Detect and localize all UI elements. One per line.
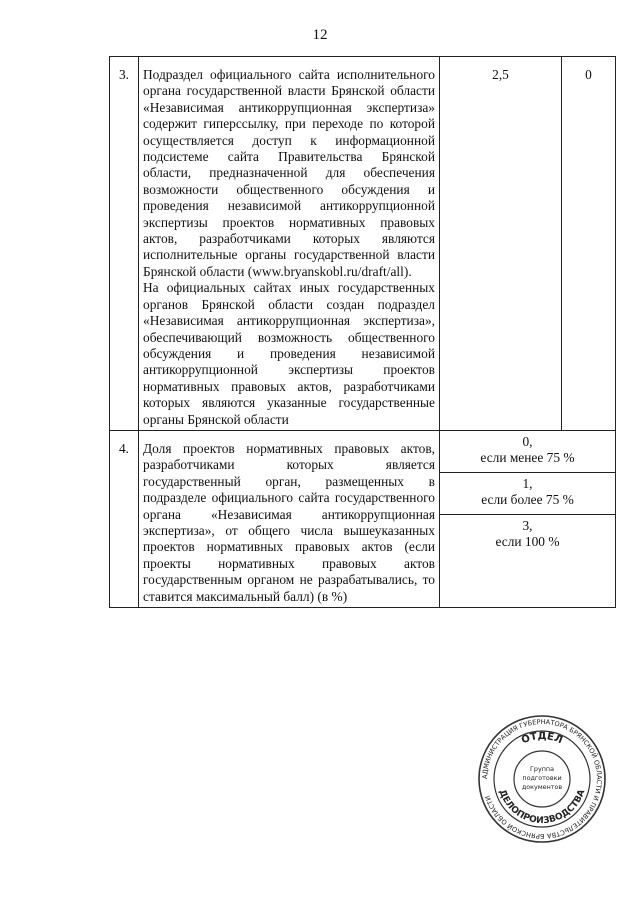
stamp-center-line: подготовки bbox=[522, 774, 562, 782]
score-cell: 2,5 bbox=[440, 57, 562, 431]
table-row bbox=[110, 430, 616, 607]
page-number: 12 bbox=[312, 27, 328, 43]
paragraph: На официальных сайтах иных государственных органов Брянской области создан подраздел «Независимая антикоррупционная экспертиза», обеспечивающий возможность общественного обсуждения и проведения независимой антикоррупционной экспертизы проектов нормативных правовых актов, разработчиками которых являются указанные государственные органы Брянской области bbox=[143, 280, 435, 427]
option-condition: если 100 % bbox=[495, 533, 560, 549]
stamp-ring-top: ОТДЕЛ bbox=[519, 730, 565, 747]
option-value: 1, bbox=[522, 475, 533, 491]
score-options bbox=[440, 430, 616, 607]
score-option bbox=[440, 473, 615, 515]
criterion-description bbox=[139, 430, 440, 607]
row-number: 4. bbox=[110, 430, 139, 607]
row-number: 3. bbox=[110, 57, 139, 431]
paragraph: Подраздел официального сайта исполнительного органа государственной власти Брянской области «Независимая антикоррупционная экспертиза» содержит гиперссылку, при переходе по которой осуществляется доступ к информационной подсистеме сайта Правительства Брянской области, предназначенной для обеспечения возможности общественного обсуждения и проведения независимой антикоррупционной экспертизы проектов нормативных правовых актов, разработчиками которых являются исполнительные органы государственной власти Брянской области (www.bryanskobl.ru/draft/all). bbox=[143, 67, 435, 279]
paragraph: Доля проектов нормативных правовых актов, разработчиками которых является государственный орган, размещенных в подразделе официального сайта государственного органа «Независимая антикоррупционная экспертиза», от общего числа вышеуказанных проектов нормативных правовых актов (если проекты нормативных правовых актов государственным органом не разрабатывались, то ставится максимальный балл) (в %) bbox=[143, 440, 435, 604]
stamp-center-line: документов bbox=[521, 783, 563, 791]
criteria-table bbox=[109, 56, 616, 608]
criterion-description bbox=[139, 57, 440, 431]
official-stamp bbox=[476, 713, 608, 845]
option-value: 0, bbox=[522, 433, 533, 449]
score-cell: 0 bbox=[562, 57, 616, 431]
table-row bbox=[110, 57, 616, 431]
stamp-outer-text: АДМИНИСТРАЦИЯ ГУБЕРНАТОРА БРЯНСКОЙ ОБЛАСТИ И ПРАВИТЕЛЬСТВА БРЯНСКОЙ ОБЛАСТИ bbox=[480, 717, 604, 841]
stamp-ring-bottom: ДЕЛОПРОИЗВОДСТВА bbox=[496, 788, 588, 827]
option-value: 3, bbox=[522, 517, 533, 533]
option-condition: если более 75 % bbox=[481, 492, 574, 508]
stamp-center-line: Группа bbox=[529, 765, 555, 773]
score-option bbox=[440, 431, 615, 473]
option-condition: если менее 75 % bbox=[480, 450, 575, 466]
score-option bbox=[440, 515, 615, 556]
